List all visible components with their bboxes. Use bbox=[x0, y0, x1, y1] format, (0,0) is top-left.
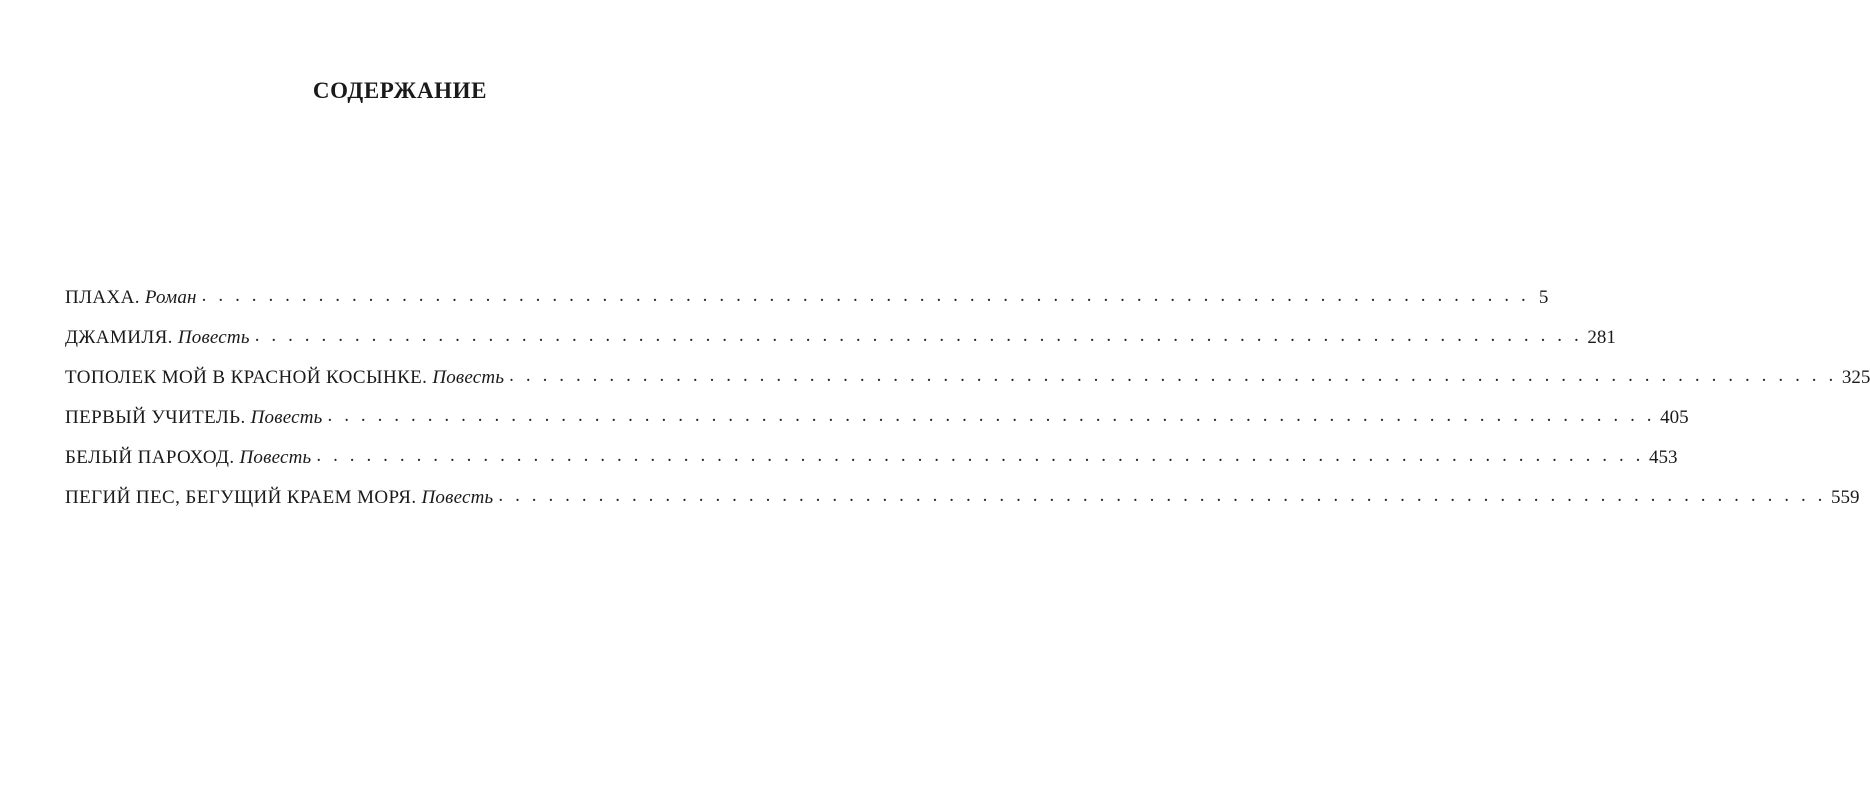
toc-entry-title: ДЖАМИЛЯ. bbox=[65, 327, 173, 348]
table-of-contents bbox=[65, 284, 1870, 524]
toc-entry-title: ПЕРВЫЙ УЧИТЕЛЬ. bbox=[65, 407, 246, 428]
toc-entry-page-number: 453 bbox=[1649, 447, 1678, 468]
toc-entry bbox=[65, 404, 1689, 444]
toc-entry bbox=[65, 484, 1860, 524]
dot-leader: . . . . . . . . . . . . . . . . . . . . . . . . . . . . . . . . . . . . . . . . . . . . . . . . . . . . . . . . . . . . . . . . . . . . . . . . . . . . . . . . bbox=[254, 325, 1583, 346]
toc-entry-genre: Повесть bbox=[177, 327, 250, 348]
toc-entry-genre: Повесть bbox=[239, 447, 312, 468]
toc-entry-page-number: 559 bbox=[1831, 487, 1860, 508]
toc-entry-title: ПЛАХА. bbox=[65, 287, 140, 308]
toc-entry-title: ПЕГИЙ ПЕС, БЕГУЩИЙ КРАЕМ МОРЯ. bbox=[65, 487, 417, 508]
toc-entry-genre: Повесть bbox=[432, 367, 505, 388]
toc-entry-page-number: 325 bbox=[1841, 367, 1870, 388]
toc-entry bbox=[65, 444, 1678, 484]
toc-entry-page-number: 405 bbox=[1660, 407, 1689, 428]
toc-entry-page-number: 5 bbox=[1538, 287, 1549, 308]
dot-leader: . . . . . . . . . . . . . . . . . . . . . . . . . . . . . . . . . . . . . . . . . . . . . . . . . . . . . . . . . . . . . . . . . . . . . . . . . . . . . . . . bbox=[316, 445, 1645, 466]
dot-leader: . . . . . . . . . . . . . . . . . . . . . . . . . . . . . . . . . . . . . . . . . . . . . . . . . . . . . . . . . . . . . . . . . . . . . . . . . . . . . . . . bbox=[201, 285, 1530, 306]
toc-entry-page-number: 281 bbox=[1587, 327, 1616, 348]
toc-entry-genre: Повесть bbox=[250, 407, 323, 428]
toc-entry bbox=[65, 364, 1870, 404]
toc-entry-title: ТОПОЛЕК МОЙ В КРАСНОЙ КОСЫНКЕ. bbox=[65, 367, 428, 388]
toc-entry bbox=[65, 284, 1549, 324]
toc-entry bbox=[65, 324, 1616, 364]
toc-entry-genre: Повесть bbox=[421, 487, 494, 508]
page-title: СОДЕРЖАНИЕ bbox=[312, 78, 488, 103]
dot-leader: . . . . . . . . . . . . . . . . . . . . . . . . . . . . . . . . . . . . . . . . . . . . . . . . . . . . . . . . . . . . . . . . . . . . . . . . . . . . . . . . bbox=[509, 365, 1837, 386]
dot-leader: . . . . . . . . . . . . . . . . . . . . . . . . . . . . . . . . . . . . . . . . . . . . . . . . . . . . . . . . . . . . . . . . . . . . . . . . . . . . . . . . bbox=[327, 405, 1656, 426]
toc-entry-title: БЕЛЫЙ ПАРОХОД. bbox=[65, 447, 235, 468]
toc-entry-genre: Роман bbox=[144, 287, 197, 308]
dot-leader: . . . . . . . . . . . . . . . . . . . . . . . . . . . . . . . . . . . . . . . . . . . . . . . . . . . . . . . . . . . . . . . . . . . . . . . . . . . . . . . . bbox=[498, 485, 1827, 506]
